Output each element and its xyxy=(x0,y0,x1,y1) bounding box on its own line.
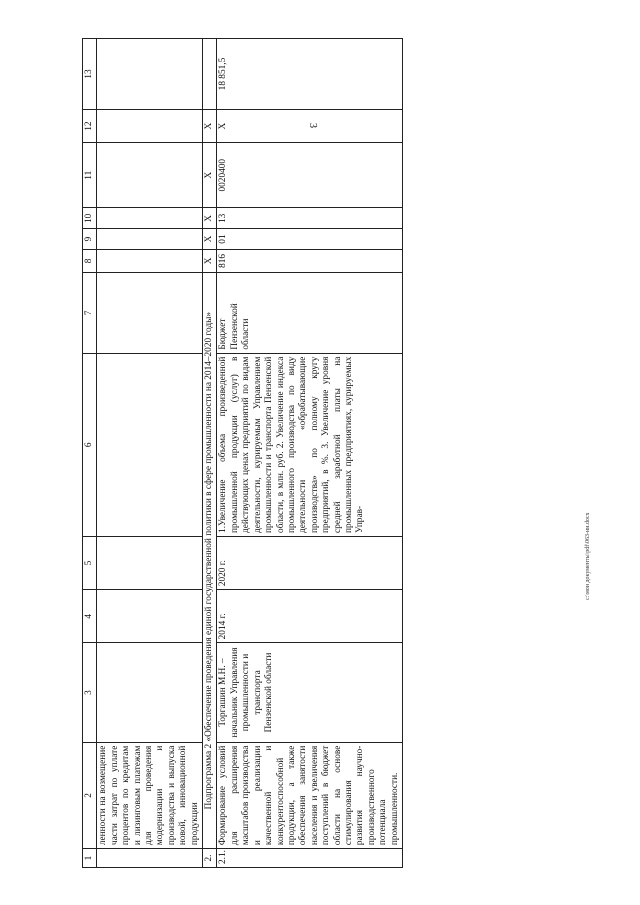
cont-measure-text: ленности на возмещение части затрат по уплате процентов по кредитам и лизинговым платежам для проведения модернизации и производства и выпуска новой, инновационной продукции xyxy=(97,742,203,848)
empty-cell xyxy=(97,273,203,353)
empty-cell xyxy=(97,110,203,143)
col-num-12: 12 xyxy=(83,110,97,143)
header-row xyxy=(83,39,97,868)
responsible-executor: Торгашин М.Н. – начальник Управления промышленности и транспорта Пензенской области xyxy=(217,643,403,742)
sub-x-8: X xyxy=(203,249,217,273)
target-indicators: 1.Увеличение объема произведенной промышленной продукции (услуг) в действующих ценах предприятий по видам деятельности, курируемым Управлением промышленности и транспорта Пензенской области, в млн. руб. 2. Увеличение индекса промышленного производства по виду деятельности «обрабатывающие производства» по полному кругу предприятий, в %. 3. Увеличение уровня средней заработной платы на промышленных предприятиях, курируемых Управ- xyxy=(217,353,403,536)
col-num-7: 7 xyxy=(83,273,97,353)
rotated-table-area xyxy=(82,38,560,868)
empty-cell xyxy=(97,208,203,229)
empty-cell xyxy=(97,643,203,742)
col-num-8: 8 xyxy=(83,249,97,273)
sub-x-12: X xyxy=(203,110,217,143)
continuation-row xyxy=(97,39,203,868)
empty-cell xyxy=(97,353,203,536)
footer-file-path: c:\мои документы\pdf\063-ии.docx xyxy=(585,512,591,600)
col-num-11: 11 xyxy=(83,143,97,208)
plan-table xyxy=(82,38,403,868)
empty-cell xyxy=(97,590,203,643)
col-num-10: 10 xyxy=(83,208,97,229)
col-num-13: 13 xyxy=(83,39,97,110)
measure-row-2-1 xyxy=(217,39,403,868)
start-date: 2014 г. xyxy=(217,590,403,643)
end-date: 2020 г. xyxy=(217,536,403,589)
cont-num-cell xyxy=(97,849,203,868)
col-num-1: 1 xyxy=(83,849,97,868)
col-num-6: 6 xyxy=(83,353,97,536)
sub-x-11: X xyxy=(203,143,217,208)
col-num-5: 5 xyxy=(83,536,97,589)
subprogram-row xyxy=(203,39,217,868)
col-num-3: 3 xyxy=(83,643,97,742)
rz-code: 01 xyxy=(217,229,403,249)
empty-cell xyxy=(97,536,203,589)
empty-cell xyxy=(97,39,203,110)
grbs-code: 816 xyxy=(217,249,403,273)
empty-cell xyxy=(97,249,203,273)
col-num-4: 4 xyxy=(83,590,97,643)
sub-x-9: X xyxy=(203,229,217,249)
col-num-9: 9 xyxy=(83,229,97,249)
col-num-2: 2 xyxy=(83,742,97,848)
sub-x-10: X xyxy=(203,208,217,229)
csr-code: 0020400 xyxy=(217,143,403,208)
funding-amount: 18 851,5 xyxy=(217,39,403,110)
vr-code: X xyxy=(217,110,403,143)
pr-code: 13 xyxy=(217,208,403,229)
empty-cell xyxy=(97,143,203,208)
subprogram-number: 2. xyxy=(203,849,217,868)
empty-cell xyxy=(97,229,203,249)
funding-source: Бюджет Пензенской области xyxy=(217,273,403,353)
subprogram-title: Подпрограмма 2 «Обеспечение проведения единой государственной политики в сфере промышленности на 2014–2020 годы» xyxy=(203,273,217,849)
measure-name: Формирование условий для расширения масштабов производства и реализации качественной и конкурентоспособной продукции, а также обеспечения занятости населения и увеличения поступлений в бюджет области на основе стимулирования развития научно-производственного потенциала промышленности. xyxy=(217,742,403,848)
row-number: 2.1. xyxy=(217,849,403,868)
page-number: 3 xyxy=(307,123,318,128)
empty-cell xyxy=(203,39,217,110)
